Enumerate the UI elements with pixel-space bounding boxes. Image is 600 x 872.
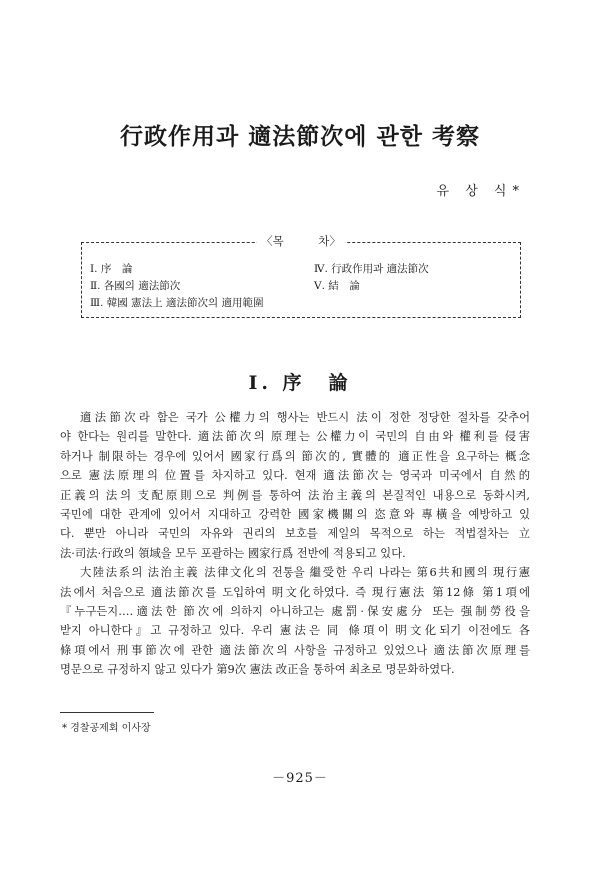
paragraph-line: 條項에서 刑事節次에 관한 適法節次의 사항을 규정하고 있었으나 適法節次原理를 [60,643,530,657]
page-number: －925－ [272,771,328,786]
table-of-contents [81,234,521,318]
toc-item: Ⅲ. 韓國 憲法上 適法節次의 適用範圍 [90,297,264,309]
paragraph-line: 適法節次라 함은 국가 公權力의 행사는 반드시 法이 정한 정당한 절차를 갖추어 [80,411,530,424]
paragraph-line: 으로 憲法原理의 位置를 차지하고 있다. 현재 適法節次는 영국과 미국에서 自然的 [60,469,530,483]
paragraph-line: 大陸法系의 法治主義 法律文化의 전통을 繼受한 우리 나라는 第6共和國의 現行憲 [80,566,530,580]
section-heading: Ⅰ. 序 論 [248,372,352,394]
footnote: * 경찰공제회 이사장 [62,723,151,734]
toc-heading-label: 〈목 차〉 [257,234,345,248]
paper-title: 行政作用과 適法節次에 관한 考察 [120,123,480,150]
paragraph-line: 야 한다는 원리를 말한다. 適法節次의 原理는 公權力이 국민의 自由와 權利를 侵害 [60,430,530,444]
toc-item: Ⅰ. 序 論 [90,263,133,275]
paragraph-line: 다. 뿐만 아니라 국민의 자유와 권리의 보호를 제일의 목적으로 하는 적법절차는 立 [60,527,530,541]
paragraph-line: 『누구든지‥‥適法한 節次에 의하지 아니하고는 處罰·保安處分 또는 强制勞役을 [60,605,530,619]
footnote-divider [60,712,154,713]
toc-item: Ⅱ. 各國의 適法節次 [90,280,181,292]
body-text [60,408,530,680]
author-name: 유 상 식* [436,184,525,199]
toc-left-column [90,261,263,312]
paragraph-line: 명문으로 규정하지 않고 있다가 第9次 憲法 改正을 통하여 최초로 명문화하였다. [60,663,455,677]
toc-item: Ⅳ. 行政作用과 適法節次 [314,263,429,275]
toc-heading [82,233,520,249]
paragraph-line: 法·司法·行政의 領域을 모두 포괄하는 國家行爲 전반에 적용되고 있다. [60,546,406,560]
paragraph-line: 法에서 처음으로 適法節次를 도입하여 明文化하였다. 즉 現行憲法 第12條 第1項에 [60,585,530,599]
paragraph-line: 正義의 法의 支配原則으로 判例를 통하여 法治主義의 본질적인 내용으로 동화시켜, [60,488,530,502]
toc-item: Ⅴ. 結 論 [314,280,360,292]
paragraph-line: 받지 아니한다』고 규정하고 있다. 우리 憲法은 同 條項이 明文化되기 이전에도 各 [60,624,530,638]
paragraph-line: 국민에 대한 관계에 있어서 지대하고 강력한 國家機關의 恣意와 專橫을 예방하고 있 [60,508,530,522]
paragraph-line: 하거나 制限하는 경우에 있어서 國家行爲의 節次的, 實體的 適正性을 요구하는 概念 [60,449,530,463]
toc-right-column [314,261,429,295]
